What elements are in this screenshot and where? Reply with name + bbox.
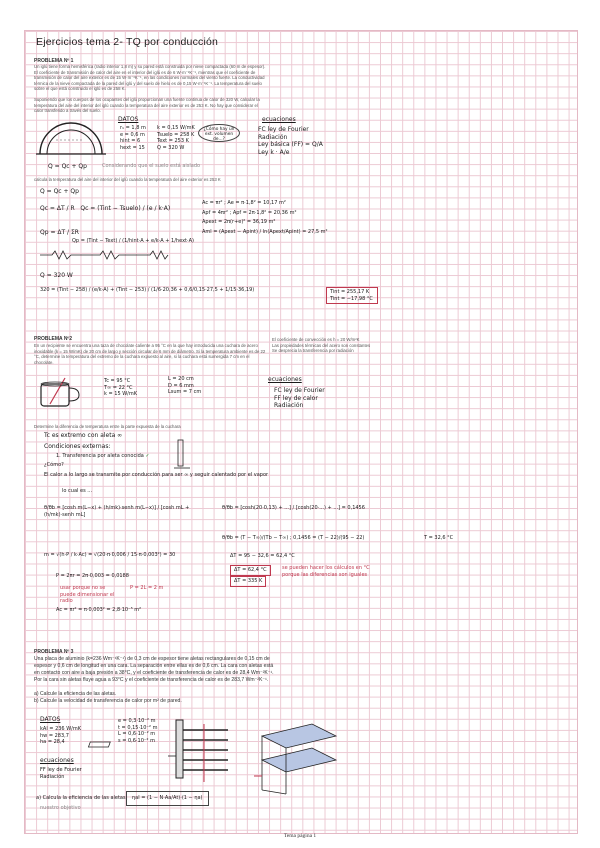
p1-q-value: Q = 320 W <box>40 272 73 279</box>
problem-2-heading: PROBLEMA Nº2 <box>34 336 73 342</box>
p1-datos-title: DATOS <box>118 116 139 123</box>
p1-balance: Q = Qc + Qp <box>48 163 87 170</box>
resistance-diagram <box>40 249 170 261</box>
p2-temperature-equation: θ/θb = (T − T∞)/(Tb − T∞) ; 0,1456 = (T − 22)/(95 − 22) <box>222 535 365 541</box>
problem-3-items: a) Calcule la eficiencia de las aletas. b) Calcule la velocidad de transferencia de calor por m² de pared. <box>34 691 182 704</box>
p2-note-1: Tc es extremo con aleta ∞ <box>44 432 123 439</box>
p2-ac-calculation: Ac = πr² = π·0,003² = 2,8·10⁻⁵ m² <box>56 607 142 613</box>
p1-ecuaciones-list: FC ley de Fourier Radiación Ley básica (FF) = Q/A Ley k · A/e <box>258 126 323 156</box>
p1-note-bubble: ¿Cómo hay un ext. volumen de...? <box>198 124 240 142</box>
p3-datos-col2: e = 0,3·10⁻² m t = 0,15·10⁻² m L = 0,6·10⁻² m s = 0,6·10⁻² m <box>118 718 158 744</box>
p2-question: Determine la diferencia de temperatura entre la parte expuesta de la cuchara <box>34 424 181 429</box>
problem-3-statement: Una placa de aluminio (k=236 Wm⁻¹K⁻¹) de 0,3 cm de espesor tiene aletas rectangulares de 0,15 cm de espesor y 0,6 cm de longitud en una cara. La separación entre ellas es de 0,6 cm. La cara con aletas está en contacto con aire a baja presión a 38°C, y el coeficiente de transferencia de calor es de 28,4 Wm⁻²K⁻¹. Por la cara sin aletas fluye agua a 93°C y el coeficiente de transferencia de calor es de 283,7 Wm⁻²K⁻¹. <box>34 656 274 683</box>
p1-ecuaciones-title: ecuaciones <box>262 116 296 123</box>
p1-eq-line-2: Qc = ΔT / R Qc = (Tint − Tsuelo) / (e / k·A) <box>40 205 171 212</box>
p1-right-calcs: Ac = πr² ; Ae = π·1,8² = 10,17 m² Apf = 4πr² ; Apf = 2π·1,8² = 20,36 m² Apext = 2π(r+e)² = 36,19 m² Aml = (Apext − Apint) / ln(Apext/Apint) = 27,5 m² <box>202 200 328 235</box>
p3-datos-title: DATOS <box>40 716 61 723</box>
p3-efficiency-equation: ηal = (1 − N·Aa/At)·(1 − ηa) <box>126 791 209 806</box>
p2-p-note: P = 2L = 2 m <box>130 585 164 591</box>
p2-note-2: Condiciones externas: <box>44 443 111 450</box>
problem-1-statement: Un iglú tiene forma hemisférica (radio interior 1,8 m) y su pared está construida por nieve compactada (60 m de espesor). El coeficiente de transmisión de calor del aire en el interior del iglú es de 6 W·m⁻²K⁻¹, mientras que el coeficiente de transmisión de calor del aire exterior es de 15 W·m⁻²K⁻¹, en las condiciones normales del viento fuerte. La conductividad térmica de la nieve compactada de la pared del iglú y del suelo de hielo es de 0,15 W·m⁻¹K⁻¹. La temperatura del suelo sobre el que está construido el iglú es de 258 K. <box>34 64 266 92</box>
p2-temperature-result: T = 32,6 °C <box>424 535 454 541</box>
problem-3-heading: PROBLEMA Nº 3 <box>34 649 74 655</box>
p2-perimetro: P = 2πr = 2π·0,003 = 0,0188 <box>56 573 129 579</box>
p2-dt-box-2: ΔT = 335 K <box>230 576 266 587</box>
plate-sketch <box>90 740 114 750</box>
page-footer: Tema página 1 <box>283 833 317 839</box>
p1-datos-col2: k = 0,15 W/mK Tsuelo = 258 K Text = 253 K Q = 320 W <box>157 125 195 151</box>
problem-1-statement-2: Suponiendo que los cuerpos de los ocupantes del iglú proporcionan una fuente continua de calor de 320 W, calcular la temperatura del aire del interior del iglú cuando la temperatura del aire exterior es de 253 K. No hay que considerar el calor transferido a través del suelo. <box>34 97 260 114</box>
p2-red-explanation: se pueden hacer los cálculos en °C porque las diferencias son iguales <box>282 565 370 578</box>
p1-eq-line-1: Q = Qc + Qp <box>40 188 79 195</box>
problem-2-conditions: El coeficiente de convección es h = 20 W/m²K Las propiedades térmicas del acero son constantes Se desprecia la transferencia por radiación <box>272 337 371 354</box>
p2-datos-col1: Tc = 95 °C T∞ = 22 °C k = 15 W/mK <box>104 378 137 398</box>
fin-sketch <box>172 438 196 474</box>
problem-2-statement: En un recipiente se encuentra una taza de chocolate caliente a 95 °C en la que hay introducida una cuchara de acero inoxidable (k = 15 W/mK) de 20 cm de largo y sección circular de 6 mm de diámetro. Si la temperatura ambiente es de 22 °C, determine la temperatura del extremo de la cuchara expuesto al aire, si la cuchara está sumergida 7 cm en el chocolate. <box>34 343 266 365</box>
p1-question: calcula la temperatura del aire del interior del iglú cuando la temperatura del aire exterior es 253 K <box>34 177 221 182</box>
igloo-drawing <box>36 118 106 158</box>
finned-plate-drawing <box>168 716 248 786</box>
p2-note-3: 1. Transferencia por aleta conocida ✓ <box>56 453 150 459</box>
p2-dt-box-1: ΔT = 62,4 °C <box>230 565 271 576</box>
fin-3d-drawing <box>252 716 342 796</box>
p1-eq-line-3: Qp = ΔT / ΣR <box>40 229 79 236</box>
p3-ecuaciones-list: FF ley de Fourier Radiación <box>40 767 82 780</box>
cup-and-spoon-drawing <box>38 376 84 410</box>
p3-ecuaciones-title: ecuaciones <box>40 757 74 764</box>
p2-ecuaciones-title: ecuaciones <box>268 376 302 383</box>
p2-fin-equation-values: θ/θb = [cosh(20·0,13) + ...] / [cosh(20·...) + ...] = 0,1456 <box>222 505 365 511</box>
p1-result-box: Tint = 255,17 K Tint = −17,98 °C <box>326 287 378 304</box>
p2-dt-calculation: ΔT = 95 − 32,6 = 62,4 °C <box>230 553 295 559</box>
p3-efficiency-note: nuestro objetivo <box>40 805 81 811</box>
p2-note-4: ¿Cómo? <box>44 462 64 468</box>
p3-datos-col1: kAl = 236 W/mK hw = 283,7 ha = 28,4 <box>40 726 81 746</box>
p1-balance-note: Considerando que el suelo está aislado <box>102 163 201 169</box>
problem-1-heading: PROBLEMA Nº 1 <box>34 58 74 64</box>
p2-note-6: lo cual es ... <box>62 488 93 494</box>
p2-m-calculation: m = √(h·P / k·Ac) = √(20·π·0,006 / 15·π·0,003²) = 30 <box>44 552 176 558</box>
p1-eq-line-4: Qp = (Tint − Text) / (1/hint·A + e/k·A + 1/hext·A) <box>72 238 194 244</box>
p1-datos-col1: r₁ = 1,8 m e = 0,6 m hint = 6 hext = 15 <box>120 125 146 151</box>
p2-datos-col2: L = 20 cm D = 6 mm Lsum = 7 cm <box>168 376 202 396</box>
p2-red-note: usar porque no se puede dimensionar el radio <box>60 585 115 605</box>
p3-efficiency-question: a) Calcula la eficiencia de las aletas <box>36 795 126 801</box>
page-title: Ejercicios tema 2- TQ por conducción <box>36 36 219 48</box>
p2-ecuaciones-list: FC ley de Fourier FF ley de calor Radiación <box>274 387 325 410</box>
p1-final-equation: 320 = (Tint − 258) / (e/k·A) + (Tint − 253) / (1/6·20,36 + 0,6/0,15·27,5 + 1/15·36,19) <box>40 287 255 293</box>
p2-fin-equation: θ/θb = [cosh m(L−x) + (h/mk)·senh m(L−x)] / [cosh mL + (h/mk)·senh mL] <box>44 505 190 518</box>
p2-note-5: El calor a lo largo se transmite por conducción para ser ∞ y seguir calentado por el vapor <box>44 472 269 478</box>
